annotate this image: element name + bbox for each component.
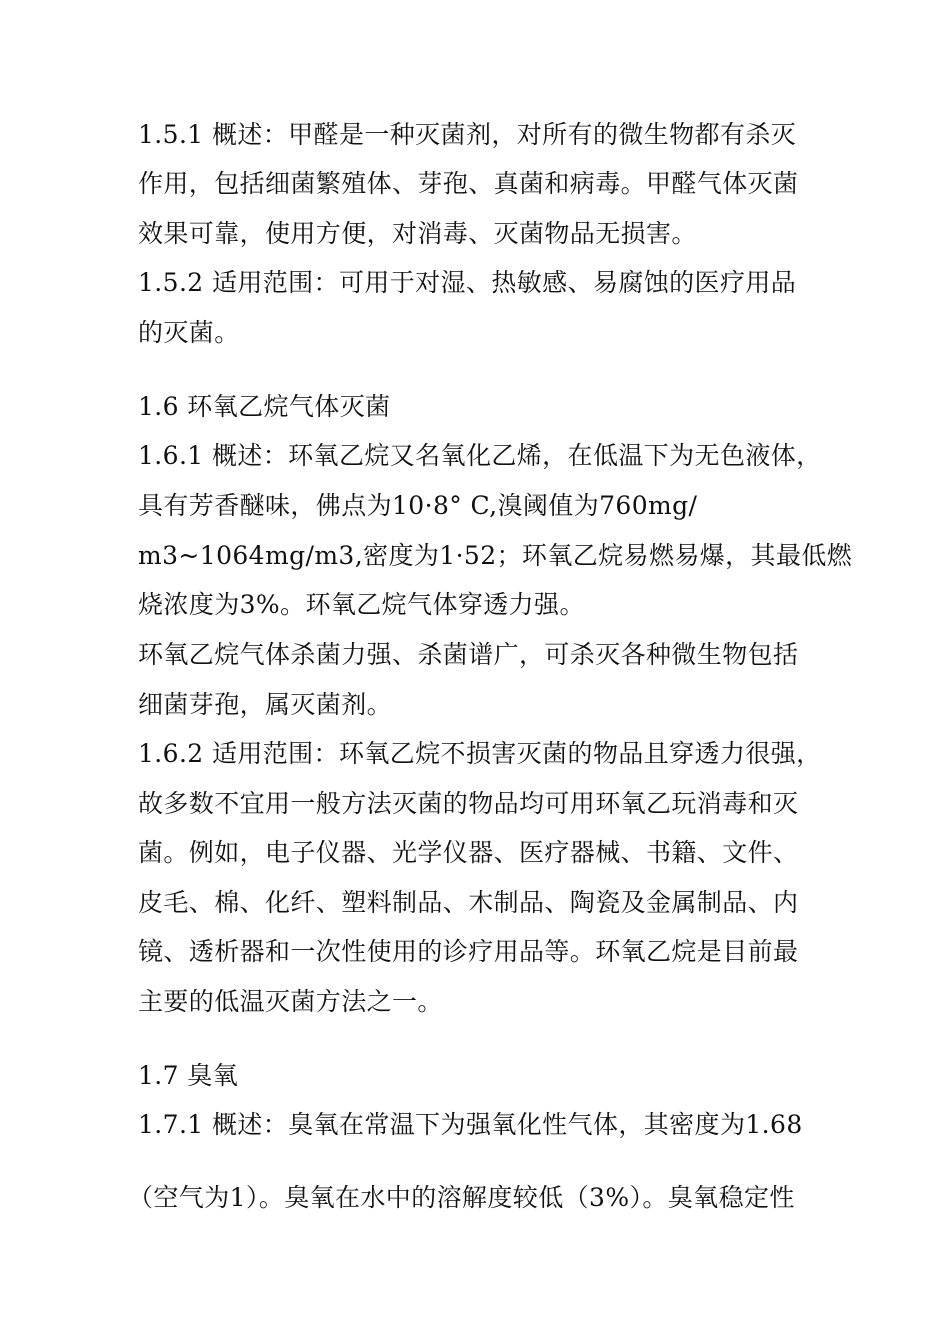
text-line: 1.6.2 适用范围：环氧乙烷不损害灭菌的物品且穿透力很强， [138, 739, 822, 768]
text-line: 菌。例如，电子仪器、光学仪器、医疗器械、书籍、文件、 [138, 838, 799, 867]
text-line: 细菌芽孢，属灭菌剂。 [138, 690, 393, 719]
text-line: 故多数不宜用一般方法灭菌的物品均可用环氧乙玩消毒和灭 [138, 789, 799, 818]
text-line: 1.5.2 适用范围：可用于对湿、热敏感、易腐蚀的医疗用品 [138, 268, 797, 297]
text-line: 主要的低温灭菌方法之一。 [138, 987, 443, 1016]
text-line: 皮毛、棉、化纤、塑料制品、木制品、陶瓷及金属制品、内 [138, 888, 799, 917]
text-line: 镜、透析器和一次性使用的诊疗用品等。环氧乙烷是目前最 [138, 937, 799, 966]
text-line: 烧浓度为3%。环氧乙烷气体穿透力强。 [138, 590, 585, 619]
text-line: 1.6.1 概述：环氧乙烷又名氧化乙烯，在低温下为无色液体， [138, 441, 822, 470]
text-line: m3~1064mg/m3,密度为1·52；环氧乙烷易燃易爆，其最低燃 [138, 541, 853, 570]
section-heading: 1.6 环氧乙烷气体灭菌 [138, 392, 391, 421]
text-line: 效果可靠，使用方便，对消毒、灭菌物品无损害。 [138, 219, 697, 248]
text-line: 作用，包括细菌繁殖体、芽孢、真菌和病毒。甲醛气体灭菌 [138, 169, 799, 198]
text-line: 环氧乙烷气体杀菌力强、杀菌谱广，可杀灭各种微生物包括 [138, 640, 799, 669]
text-line: 具有芳香醚味，佛点为10·8° C,溴阈值为760mg/ [138, 491, 698, 520]
text-line: 的灭菌。 [138, 318, 240, 347]
section-heading: 1.7 臭氧 [138, 1061, 239, 1090]
text-line: （空气为1）。臭氧在水中的溶解度较低（3%）。臭氧稳定性 [128, 1183, 795, 1212]
text-line: 1.5.1 概述：甲醛是一种灭菌剂，对所有的微生物都有杀灭 [138, 120, 797, 149]
text-line: 1.7.1 概述：臭氧在常温下为强氧化性气体，其密度为1.68 [138, 1110, 803, 1139]
